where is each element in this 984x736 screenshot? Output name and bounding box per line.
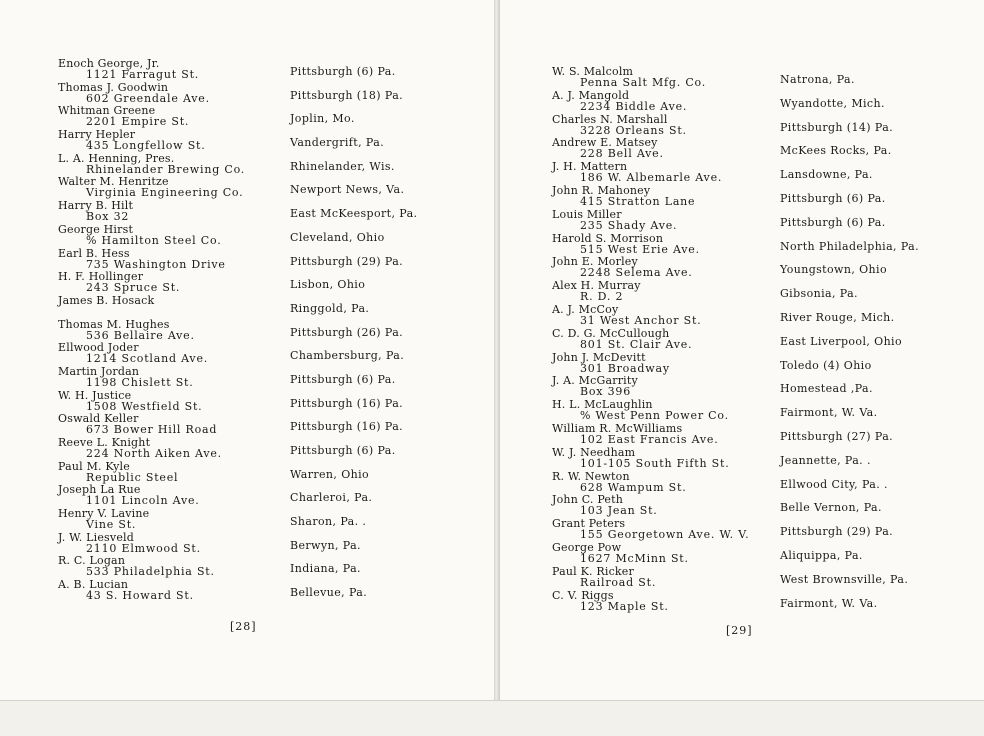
directory-entry <box>50 555 490 579</box>
member-city: Pittsburgh (16) Pa. <box>290 396 404 410</box>
member-city: Berwyn, Pa. <box>290 538 361 552</box>
member-name: Harold S. Morrison <box>552 231 664 245</box>
member-address: Vine St. <box>86 518 137 532</box>
member-city: Homestead ,Pa. <box>780 382 873 396</box>
member-city: West Brownsville, Pa. <box>780 572 909 586</box>
directory-entry <box>550 256 980 280</box>
member-address: 102 East Francis Ave. <box>580 432 719 446</box>
directory-entry <box>550 137 980 161</box>
member-address: 536 Bellaire Ave. <box>86 328 195 342</box>
member-city: Pittsburgh (6) Pa. <box>780 215 886 229</box>
member-name: Oswald Keller <box>58 412 139 426</box>
member-address: 533 Philadelphia St. <box>86 565 215 579</box>
directory-entry <box>50 129 490 153</box>
member-address: 235 Shady Ave. <box>580 218 678 232</box>
page-number-left: [28] <box>230 620 257 633</box>
member-address: Penna Salt Mfg. Co. <box>580 76 707 89</box>
member-city: Fairmont, W. Va. <box>780 596 878 610</box>
member-name: William R. McWilliams <box>552 421 683 435</box>
member-address: 801 St. Clair Ave. <box>580 337 693 351</box>
member-address: Railroad St. <box>580 575 657 589</box>
member-address: Box 32 <box>86 210 130 224</box>
member-city: Pittsburgh (6) Pa. <box>290 65 396 78</box>
member-city: Fairmont, W. Va. <box>780 406 878 420</box>
directory-entry <box>50 342 490 366</box>
member-address: 1214 Scotland Ave. <box>86 352 209 366</box>
member-name: C. D. G. McCullough <box>552 326 670 340</box>
member-address: Republic Steel <box>86 470 179 484</box>
member-city: Pittsburgh (29) Pa. <box>290 254 404 268</box>
member-city: Pittsburgh (16) Pa. <box>290 420 404 434</box>
directory-entry <box>50 58 490 82</box>
member-city: Pittsburgh (27) Pa. <box>780 429 894 443</box>
member-name: L. A. Henning, Pres. <box>58 151 175 165</box>
member-city: Ringgold, Pa. <box>290 301 370 315</box>
member-address: 224 North Aiken Ave. <box>86 447 222 460</box>
member-name: Walter M. Henritze <box>58 175 169 189</box>
member-name: Enoch George, Jr. <box>58 57 160 70</box>
directory-entry <box>50 82 490 106</box>
member-address: 1508 Westfield St. <box>86 399 203 413</box>
directory-entry <box>550 161 980 185</box>
member-address: 103 Jean St. <box>580 504 658 518</box>
member-name: John E. Morley <box>552 255 638 269</box>
directory-entry <box>50 366 490 390</box>
member-city: Aliquippa, Pa. <box>780 548 863 562</box>
right-page <box>500 0 984 700</box>
member-name: C. V. Riggs <box>552 588 614 602</box>
directory-entry <box>50 105 490 129</box>
member-name: R. C. Logan <box>58 554 126 568</box>
member-name: Henry V. Lavine <box>58 507 150 521</box>
member-city: Lansdowne, Pa. <box>780 168 873 182</box>
directory-entry <box>550 328 980 352</box>
member-city: Pittsburgh (6) Pa. <box>290 372 396 386</box>
directory-entry <box>550 590 980 614</box>
directory-entry <box>50 295 490 319</box>
member-address: 415 Stratton Lane <box>580 194 696 208</box>
member-city: Charleroi, Pa. <box>290 491 373 505</box>
directory-entry <box>50 508 490 532</box>
member-address: 673 Bower Hill Road <box>86 423 218 437</box>
directory-entry <box>50 200 490 224</box>
directory-entry <box>550 375 980 399</box>
directory-entry <box>550 233 980 257</box>
member-name: A. B. Lucian <box>58 578 129 592</box>
member-address: 435 Longfellow St. <box>86 139 206 153</box>
member-city: Rhinelander, Wis. <box>290 159 395 173</box>
member-name: Andrew E. Matsey <box>552 136 658 150</box>
member-city: Wyandotte, Mich. <box>780 96 885 110</box>
member-city: Natrona, Pa. <box>780 73 855 86</box>
member-name: Ellwood Joder <box>58 341 139 355</box>
member-name: A. J. Mangold <box>552 88 630 102</box>
directory-entry <box>550 399 980 423</box>
member-name: John J. McDevitt <box>552 350 646 364</box>
member-city: Cleveland, Ohio <box>290 230 385 244</box>
member-city: Pittsburgh (6) Pa. <box>290 444 396 457</box>
member-address: 1121 Farragut St. <box>86 68 200 81</box>
member-address: Virginia Engineering Co. <box>86 186 244 200</box>
directory-entry <box>50 224 490 248</box>
member-city: Ellwood City, Pa. . <box>780 477 888 491</box>
member-name: Thomas J. Goodwin <box>58 80 169 94</box>
member-address: 1627 McMinn St. <box>580 551 689 565</box>
member-name: Charles N. Marshall <box>552 112 668 126</box>
member-address: % West Penn Power Co. <box>580 409 729 423</box>
directory-entry <box>550 542 980 566</box>
directory-entry <box>550 423 980 447</box>
directory-entry <box>550 352 980 376</box>
member-city: Pittsburgh (26) Pa. <box>290 325 404 339</box>
member-address: 3228 Orleans St. <box>580 123 687 137</box>
member-name: Thomas M. Hughes <box>58 317 170 331</box>
member-name: H. F. Hollinger <box>58 270 144 284</box>
member-address: 243 Spruce St. <box>86 281 181 295</box>
directory-entry <box>50 248 490 272</box>
member-name: Louis Miller <box>552 207 622 221</box>
member-name: H. L. McLaughlin <box>552 398 653 412</box>
member-name: George Hirst <box>58 222 134 236</box>
directory-entry <box>50 579 490 603</box>
member-city: Toledo (4) Ohio <box>780 358 872 372</box>
member-address: 2234 Biddle Ave. <box>580 99 688 113</box>
member-address: 2248 Selema Ave. <box>580 266 693 280</box>
directory-entry <box>50 413 490 437</box>
member-name: J. W. Liesveld <box>58 530 134 544</box>
member-name: J. A. McGarrity <box>552 374 638 388</box>
member-name: John R. Mahoney <box>552 183 651 197</box>
member-city: River Rouge, Mich. <box>780 310 895 324</box>
member-name: W. S. Malcolm <box>552 65 634 78</box>
member-city: Belle Vernon, Pa. <box>780 501 882 515</box>
member-address: 123 Maple St. <box>580 599 669 613</box>
member-address: 628 Wampum St. <box>580 480 687 494</box>
directory-entry <box>550 185 980 209</box>
directory-entry <box>50 390 490 414</box>
directory-entry <box>50 532 490 556</box>
directory-entry <box>550 209 980 233</box>
member-name: Joseph La Rue <box>58 483 141 497</box>
member-city: Pittsburgh (18) Pa. <box>290 88 404 102</box>
member-city: Warren, Ohio <box>290 467 370 481</box>
member-name: A. J. McCoy <box>552 302 619 316</box>
directory-entry <box>550 471 980 495</box>
member-address: 1198 Chislett St. <box>86 375 194 389</box>
member-address: Rhinelander Brewing Co. <box>86 162 246 176</box>
member-name: John C. Peth <box>552 493 624 507</box>
member-name: J. H. Mattern <box>552 160 628 174</box>
member-city: Vandergrift, Pa. <box>290 136 385 150</box>
member-name: Paul K. Ricker <box>552 564 634 578</box>
member-name: James B. Hosack <box>58 293 155 307</box>
member-name: Paul M. Kyle <box>58 459 130 473</box>
member-name: Alex H. Murray <box>552 279 641 293</box>
member-address: 2201 Empire St. <box>86 115 190 129</box>
member-name: Harry B. Hilt <box>58 199 134 213</box>
directory-entry <box>50 176 490 200</box>
member-name: R. W. Newton <box>552 469 630 483</box>
directory-entry <box>550 494 980 518</box>
member-address: 43 S. Howard St. <box>86 589 194 603</box>
member-address: 101-105 South Fifth St. <box>580 456 730 470</box>
directory-entry <box>550 518 980 542</box>
member-address: 602 Greendale Ave. <box>86 91 210 105</box>
directory-entry <box>550 66 980 90</box>
directory-entry <box>50 271 490 295</box>
member-address: 186 W. Albemarle Ave. <box>580 171 723 185</box>
directory-entry <box>550 114 980 138</box>
member-city: Newport News, Va. <box>290 183 405 197</box>
directory-entry <box>550 90 980 114</box>
member-city: Chambersburg, Pa. <box>290 349 405 363</box>
member-address: 735 Washington Drive <box>86 257 226 271</box>
member-name: W. J. Needham <box>552 445 636 459</box>
member-city: East McKeesport, Pa. <box>290 207 418 221</box>
member-city: Joplin, Mo. <box>290 112 355 126</box>
member-city: Jeannette, Pa. . <box>780 453 871 467</box>
directory-entry <box>50 437 490 461</box>
member-address: R. D. 2 <box>580 290 624 304</box>
member-city: Gibsonia, Pa. <box>780 287 858 301</box>
directory-entry <box>50 461 490 485</box>
member-address: 155 Georgetown Ave. W. V. <box>580 528 750 542</box>
scan-bottom-edge <box>0 700 984 736</box>
member-name: Martin Jordan <box>58 364 140 378</box>
member-city: Sharon, Pa. . <box>290 515 367 529</box>
directory-entry <box>550 280 980 304</box>
member-city: East Liverpool, Ohio <box>780 334 902 348</box>
member-name: Grant Peters <box>552 517 626 531</box>
member-name: Reeve L. Knight <box>58 436 151 449</box>
page-number-right: [29] <box>726 624 753 637</box>
member-name: George Pow <box>552 540 622 554</box>
member-city: Pittsburgh (6) Pa. <box>780 191 886 205</box>
member-city: Youngstown, Ohio <box>780 263 887 277</box>
member-address: % Hamilton Steel Co. <box>86 233 222 247</box>
member-name: Earl B. Hess <box>58 246 130 260</box>
directory-entry <box>50 484 490 508</box>
left-page <box>0 0 494 700</box>
member-name: W. H. Justice <box>58 388 132 402</box>
member-city: Bellevue, Pa. <box>290 586 368 600</box>
member-list-left <box>50 58 490 603</box>
member-city: Indiana, Pa. <box>290 562 361 576</box>
member-address: 301 Broadway <box>580 361 670 375</box>
member-name: Harry Hepler <box>58 128 136 142</box>
directory-entry <box>50 153 490 177</box>
member-address: 228 Bell Ave. <box>580 147 664 161</box>
member-name: Whitman Greene <box>58 104 156 118</box>
member-address: 515 West Erie Ave. <box>580 242 700 256</box>
member-list-right <box>550 66 980 613</box>
member-city: Pittsburgh (14) Pa. <box>780 120 894 134</box>
directory-entry <box>550 447 980 471</box>
member-address: 1101 Lincoln Ave. <box>86 494 200 508</box>
member-city: McKees Rocks, Pa. <box>780 144 892 158</box>
directory-entry <box>550 566 980 590</box>
directory-entry <box>50 319 490 343</box>
member-city: North Philadelphia, Pa. <box>780 239 920 253</box>
member-address: 2110 Elmwood St. <box>86 541 201 555</box>
member-city: Pittsburgh (29) Pa. <box>780 525 894 539</box>
member-address: 31 West Anchor St. <box>580 313 702 327</box>
directory-entry <box>550 304 980 328</box>
member-address: Box 396 <box>580 385 632 399</box>
member-city: Lisbon, Ohio <box>290 278 366 292</box>
